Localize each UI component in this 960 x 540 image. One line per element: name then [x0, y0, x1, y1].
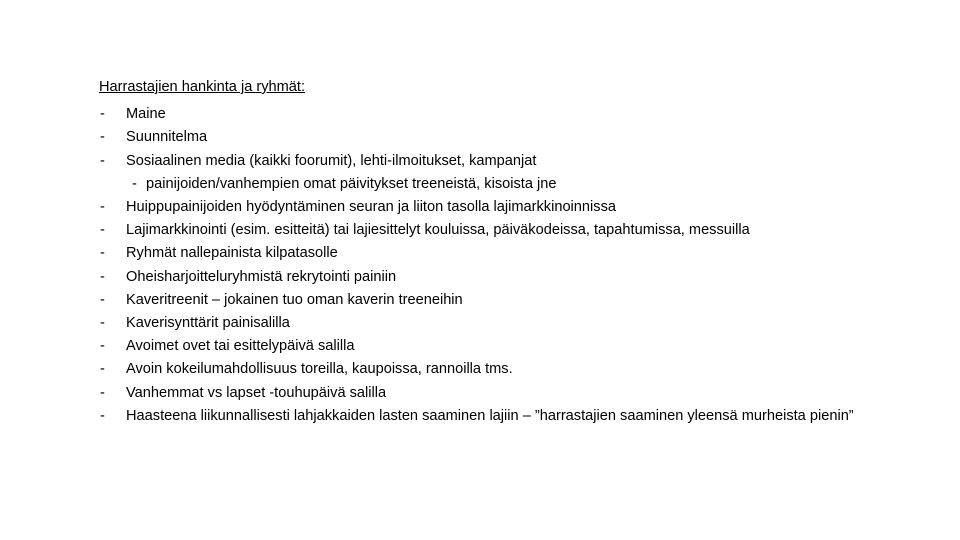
list-item: [99, 103, 909, 126]
list-item-text: Maine: [126, 106, 166, 123]
list-item: [99, 405, 909, 428]
bullet-dash: -: [100, 384, 105, 401]
sub-list-item-text: painijoiden/vanhempien omat päivitykset treeneistä, kisoista jne: [146, 175, 557, 192]
bullet-dash: -: [100, 106, 105, 123]
list-item-text: Suunnitelma: [126, 129, 208, 146]
bullet-dash: -: [132, 175, 137, 192]
bullet-dash: -: [100, 268, 105, 285]
slide-heading: Harrastajien hankinta ja ryhmät:: [99, 79, 306, 95]
list-item: [99, 358, 909, 381]
list-item-text: Vanhemmat vs lapset -touhupäivä salilla: [126, 384, 387, 401]
bullet-dash: -: [100, 245, 105, 262]
list-item: [99, 219, 909, 242]
list-item-text: Ryhmät nallepainista kilpatasolle: [126, 245, 338, 262]
bullet-dash: -: [100, 222, 105, 239]
list-item: [99, 150, 909, 173]
bullet-dash: -: [100, 407, 105, 424]
bullet-dash: -: [100, 129, 105, 146]
list-item-text: Lajimarkkinointi (esim. esitteitä) tai lajiesittelyt kouluissa, päiväkodeissa, tapahtumissa, messuilla: [126, 222, 750, 239]
bullet-list: [99, 103, 909, 428]
list-item: [99, 289, 909, 312]
list-item-text: Avoimet ovet tai esittelypäivä salilla: [126, 338, 355, 355]
list-item: [99, 312, 909, 335]
sub-list-item: [99, 173, 909, 196]
list-item: [99, 335, 909, 358]
list-item: [99, 382, 909, 405]
list-item-text: Haasteena liikunnallisesti lahjakkaiden lasten saaminen lajiin – ”harrastajien saaminen yleensä murheista pienin”: [126, 407, 854, 424]
list-item-text: Sosiaalinen media (kaikki foorumit), lehti-ilmoitukset, kampanjat: [126, 152, 537, 169]
list-item: [99, 196, 909, 219]
list-item: [99, 126, 909, 149]
slide-content: [99, 76, 909, 428]
bullet-dash: -: [100, 361, 105, 378]
list-item-text: Huippupainijoiden hyödyntäminen seuran ja liiton tasolla lajimarkkinoinnissa: [126, 199, 616, 216]
list-item: [99, 266, 909, 289]
list-item-text: Oheisharjoitteluryhmistä rekrytointi painiin: [126, 268, 397, 285]
bullet-dash: -: [100, 152, 105, 169]
list-item-text: Kaveritreenit – jokainen tuo oman kaverin treeneihin: [126, 291, 463, 308]
list-item-text: Kaverisynttärit painisalilla: [126, 315, 290, 332]
bullet-dash: -: [100, 199, 105, 216]
list-item-text: Avoin kokeilumahdollisuus toreilla, kaupoissa, rannoilla tms.: [126, 361, 513, 378]
list-item: [99, 242, 909, 265]
bullet-dash: -: [100, 291, 105, 308]
bullet-dash: -: [100, 338, 105, 355]
bullet-dash: -: [100, 315, 105, 332]
